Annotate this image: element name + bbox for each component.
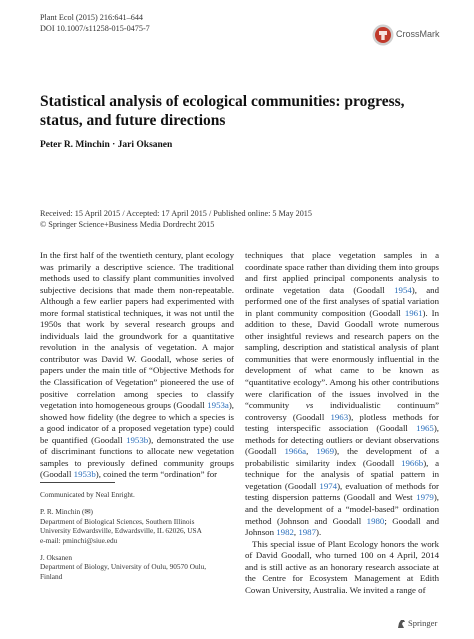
body-paragraph: In the first half of the twentieth century, plant ecology was primarily a descriptive science. The traditional methods used to classify plant communities involved subjective decisions that made them non-repeatable. Although a few earlier papers had experimented with more formal statistical techniques, it was not until the 1950s that work by several research groups and individuals laid the groundwork for a quantitative revolution in the analysis of vegetation. A major contributor was David W. Goodall, whose series of papers under the main title of “Objective Methods for the Classification of Vegetation” pioneered the use of positive correlation among species to classify vegetation into homogeneous groups (Goodall 1953a), showed how fidelity (the degree to which a species is a good indicator of a proposed vegetation type) could be quantified (Goodall 1953b), demonstrated the use of discriminant functions to allocate new vegetation samples to previously defined community groups (Goodall 1953b), coined the term “ordination” for bbox=[40, 250, 234, 480]
copyright-notice: © Springer Science+Business Media Dordrecht 2015 bbox=[40, 219, 215, 229]
crossmark-icon bbox=[372, 24, 394, 46]
author1-email[interactable]: e-mail: pminchi@siue.edu bbox=[40, 535, 118, 545]
citation-link[interactable]: 1963 bbox=[330, 411, 349, 422]
citation-link[interactable]: 1966b bbox=[401, 457, 424, 468]
citation-link[interactable]: 1982 bbox=[276, 527, 294, 538]
citation-link[interactable]: 1969 bbox=[316, 446, 334, 457]
citation-link[interactable]: 1980 bbox=[366, 515, 385, 526]
springer-horse-icon bbox=[397, 619, 406, 629]
body-paragraph: This special issue of Plant Ecology honors the work of David Goodall, who turned 100 on 4 April, 2014 and is still active as an honorary research associate at the Centre for Ecosystem Management at Edith Cowan University, Australia. We invited a range of bbox=[245, 538, 439, 595]
footnotes bbox=[40, 490, 240, 581]
citation-link[interactable]: 1953b bbox=[126, 434, 149, 445]
article-title: Statistical analysis of ecological communities: progress, status, and future directions bbox=[40, 93, 405, 129]
author1-name: P. R. Minchin (✉) bbox=[40, 507, 93, 517]
footnote-divider bbox=[40, 482, 115, 483]
body-paragraph: techniques that place vegetation samples in a coordinate space rather than dividing them into groups and first applied principal components analysis to ordinate vegetation data (Goodall 1954), and performed one of the first analyses of spatial variation in plant community composition (Goodall 1961). In addition to these, David Goodall wrote numerous other insightful reviews and research papers on the sampling, description and statistical analysis of plant communities that were enormously influential in the development of what came to be known as “quantitative ecology”. Among his other contributions were clarification of the issues involved in the “community vs individualistic continuum” controversy (Goodall 1963), plotless methods for testing interspecific association (Goodall 1965), methods for detecting outliers or deviant observations (Goodall 1966a, 1969), the development of a probabilistic similarity index (Goodall 1966b), a technique for the analysis of spatial pattern in vegetation (Goodall 1974), evaluation of methods for testing dispersion patterns (Goodall and West 1979), and the development of a “model-based” ordination method (Johnson and Goodall 1980; Goodall and Johnson 1982, 1987). bbox=[245, 250, 440, 538]
body-column-left bbox=[40, 250, 234, 481]
author2-department: Department of Biology, University of Oulu, 90570 Oulu, bbox=[40, 562, 207, 572]
citation-link[interactable]: 1961 bbox=[404, 307, 423, 318]
publication-dates bbox=[40, 209, 312, 231]
journal-citation: Plant Ecol (2015) 216:641–644 bbox=[40, 13, 144, 22]
author2-country: Finland bbox=[40, 571, 63, 581]
citation-link[interactable]: 1966a bbox=[284, 446, 307, 457]
crossmark-badge[interactable] bbox=[372, 24, 448, 46]
publication-history: Received: 15 April 2015 / Accepted: 17 April 2015 / Published online: 5 May 2015 bbox=[40, 209, 312, 218]
communicated-by: Communicated by Neal Enright. bbox=[40, 490, 135, 499]
citation-link[interactable]: 1954 bbox=[394, 284, 412, 295]
citation-link[interactable]: 1979 bbox=[416, 492, 434, 503]
author-list: Peter R. Minchin · Jari Oksanen bbox=[40, 140, 173, 150]
doi[interactable]: DOI 10.1007/s11258-015-0475-7 bbox=[40, 23, 150, 33]
citation-link[interactable]: 1953a bbox=[207, 400, 229, 411]
publisher-logo bbox=[397, 618, 457, 630]
body-column-right bbox=[245, 250, 439, 596]
author2-name: J. Oksanen bbox=[40, 553, 73, 563]
crossmark-label: CrossMark bbox=[396, 29, 440, 39]
author1-department: Department of Biological Sciences, Southern Illinois bbox=[40, 516, 195, 526]
citation-link[interactable]: 1987 bbox=[298, 527, 317, 538]
author1-address: University Edwardsville, Edwardsville, IL 62026, USA bbox=[40, 526, 202, 536]
citation-link[interactable]: 1953b bbox=[73, 469, 96, 480]
journal-info bbox=[40, 13, 150, 34]
citation-link[interactable]: 1965 bbox=[416, 423, 434, 434]
citation-link[interactable]: 1974 bbox=[319, 480, 338, 491]
publisher-name: Springer bbox=[408, 618, 438, 628]
